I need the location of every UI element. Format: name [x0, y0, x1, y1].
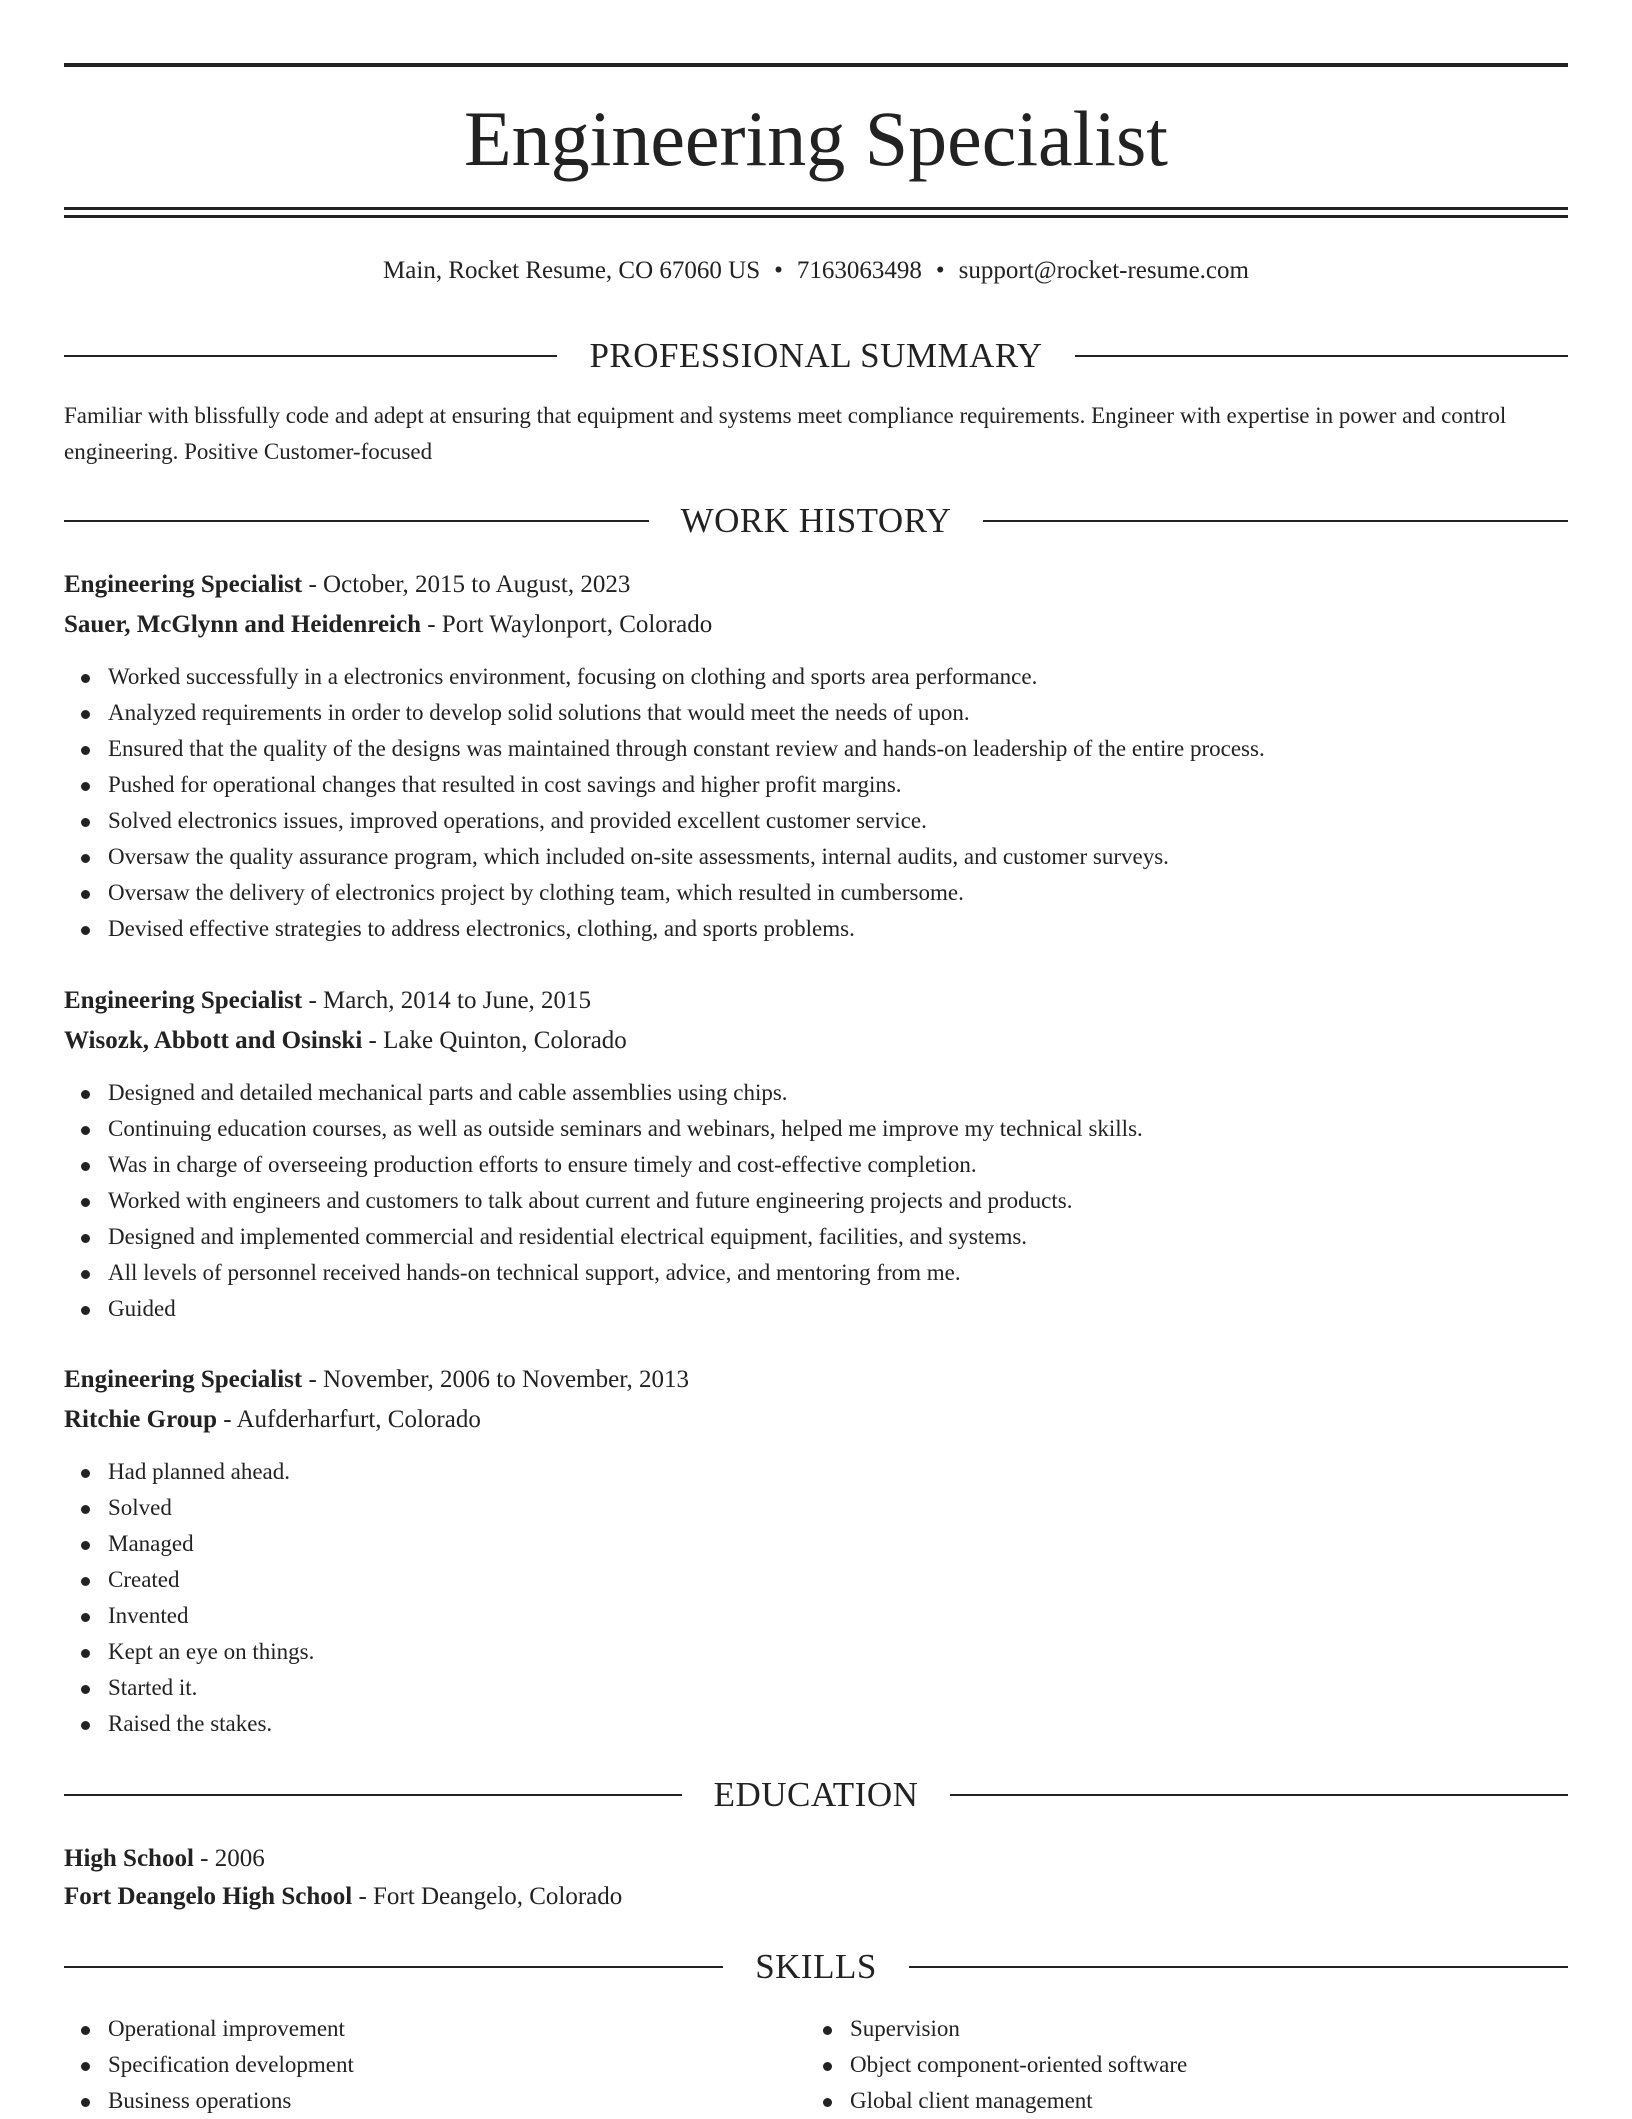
education-year: - 2006: [193, 1845, 265, 1872]
skill-item: Operational improvement: [64, 2011, 804, 2047]
job-company: Sauer, McGlynn and Heidenreich: [64, 611, 421, 638]
heading-rule-left: [64, 355, 557, 357]
work-history-section-title: WORK HISTORY: [680, 501, 952, 540]
job-title: Engineering Specialist: [64, 1366, 303, 1393]
job-bullet: Was in charge of overseeing production efforts to ensure timely and cost-effective completion.: [64, 1147, 1568, 1183]
education-degree-line: [64, 1841, 1568, 1877]
skill-item: Business operations: [64, 2083, 804, 2119]
heading-rule-right: [909, 1966, 1568, 1968]
summary-section-title: PROFESSIONAL SUMMARY: [589, 336, 1043, 375]
job-bullet: Solved electronics issues, improved operations, and provided excellent customer service.: [64, 803, 1568, 839]
job-bullet: Guided: [64, 1291, 1568, 1327]
job-dates: - November, 2006 to November, 2013: [302, 1366, 690, 1393]
heading-rule-right: [1075, 355, 1568, 357]
job-bullet: Managed: [64, 1526, 1568, 1562]
skill-item: Specification development: [64, 2047, 804, 2083]
job-bullet: Oversaw the delivery of electronics project by clothing team, which resulted in cumbersome.: [64, 875, 1568, 911]
contact-email: support@rocket-resume.com: [958, 257, 1249, 284]
job-bullet: Started it.: [64, 1670, 1568, 1706]
education-school-line: [64, 1879, 1568, 1915]
work-history-section-heading: [64, 499, 1568, 543]
heading-rule-left: [64, 520, 649, 522]
job-bullet: Solved: [64, 1490, 1568, 1526]
job-bullet: Designed and detailed mechanical parts and cable assemblies using chips.: [64, 1075, 1568, 1111]
job-company: Wisozk, Abbott and Osinski: [64, 1027, 363, 1054]
education-section-title: EDUCATION: [713, 1775, 919, 1814]
heading-rule-left: [64, 1966, 723, 1968]
job-bullet: Continuing education courses, as well as outside seminars and webinars, helped me improve my technical skills.: [64, 1111, 1568, 1147]
resume-name: Engineering Specialist: [464, 95, 1168, 182]
job-bullet: Oversaw the quality assurance program, which included on-site assessments, internal audits, and customer surveys.: [64, 839, 1568, 875]
job-bullet: Ensured that the quality of the designs was maintained through constant review and hands-on leadership of the entire process.: [64, 731, 1568, 767]
job-bullet-list: [64, 1075, 1568, 1327]
job-bullet: Invented: [64, 1598, 1568, 1634]
summary-section-heading: [64, 334, 1568, 378]
job-company-line: [64, 1023, 1568, 1059]
job-dates: - October, 2015 to August, 2023: [302, 571, 631, 598]
job-bullet: Devised effective strategies to address electronics, clothing, and sports problems.: [64, 911, 1568, 947]
skills-list-right: [806, 2011, 1546, 2119]
summary-text: Familiar with blissfully code and adept at ensuring that equipment and systems meet compliance requirements. Engineer with expertise in power and control engineering. Positive Customer-focused: [64, 403, 1507, 464]
job-location: - Lake Quinton, Colorado: [362, 1027, 627, 1054]
job-bullet: Designed and implemented commercial and residential electrical equipment, facilities, and systems.: [64, 1219, 1568, 1255]
job-bullet: Worked with engineers and customers to talk about current and future engineering projects and products.: [64, 1183, 1568, 1219]
job-dates: - March, 2014 to June, 2015: [302, 987, 592, 1014]
job-title-line: [64, 1362, 1568, 1398]
job-bullet: Created: [64, 1562, 1568, 1598]
skills-list-left: [64, 2011, 804, 2119]
contact-phone: 7163063498: [796, 257, 922, 284]
job-company-line: [64, 607, 1568, 643]
job-title: Engineering Specialist: [64, 987, 303, 1014]
job-location: - Aufderharfurt, Colorado: [217, 1406, 481, 1433]
skill-item: Supervision: [806, 2011, 1546, 2047]
job-bullet: Pushed for operational changes that resulted in cost savings and higher profit margins.: [64, 767, 1568, 803]
contact-separator: •: [935, 257, 945, 284]
job-bullet: Raised the stakes.: [64, 1706, 1568, 1742]
heading-rule-left: [64, 1794, 682, 1796]
job-bullet: All levels of personnel received hands-on technical support, advice, and mentoring from me.: [64, 1255, 1568, 1291]
header-double-rule-upper: [64, 207, 1568, 210]
skill-item: Global client management: [806, 2083, 1546, 2119]
skills-section-title: SKILLS: [755, 1947, 877, 1986]
job-bullet: Worked successfully in a electronics environment, focusing on clothing and sports area performance.: [64, 659, 1568, 695]
job-bullet: Kept an eye on things.: [64, 1634, 1568, 1670]
job-company-line: [64, 1402, 1568, 1438]
education-section-heading: [64, 1773, 1568, 1817]
job-title-line: [64, 983, 1568, 1019]
skill-item: Object component-oriented software: [806, 2047, 1546, 2083]
heading-rule-right: [950, 1794, 1568, 1796]
heading-rule-right: [983, 520, 1568, 522]
education-school: Fort Deangelo High School: [64, 1883, 353, 1910]
job-bullet-list: [64, 659, 1568, 947]
skills-section-heading: [64, 1945, 1568, 1989]
job-title: Engineering Specialist: [64, 571, 303, 598]
job-company: Ritchie Group: [64, 1406, 218, 1433]
header-top-rule: [64, 63, 1568, 67]
job-bullet: Had planned ahead.: [64, 1454, 1568, 1490]
job-location: - Port Waylonport, Colorado: [420, 611, 713, 638]
education-location: - Fort Deangelo, Colorado: [352, 1883, 623, 1910]
header-double-rule-lower: [64, 215, 1568, 218]
contact-separator: •: [774, 257, 783, 284]
job-bullet: Analyzed requirements in order to develop solid solutions that would meet the needs of upon.: [64, 695, 1568, 731]
education-degree: High School: [64, 1845, 194, 1872]
contact-address: Main, Rocket Resume, CO 67060 US: [383, 257, 761, 284]
job-bullet-list: [64, 1454, 1568, 1742]
contact-line: [64, 254, 1568, 288]
job-title-line: [64, 567, 1568, 603]
